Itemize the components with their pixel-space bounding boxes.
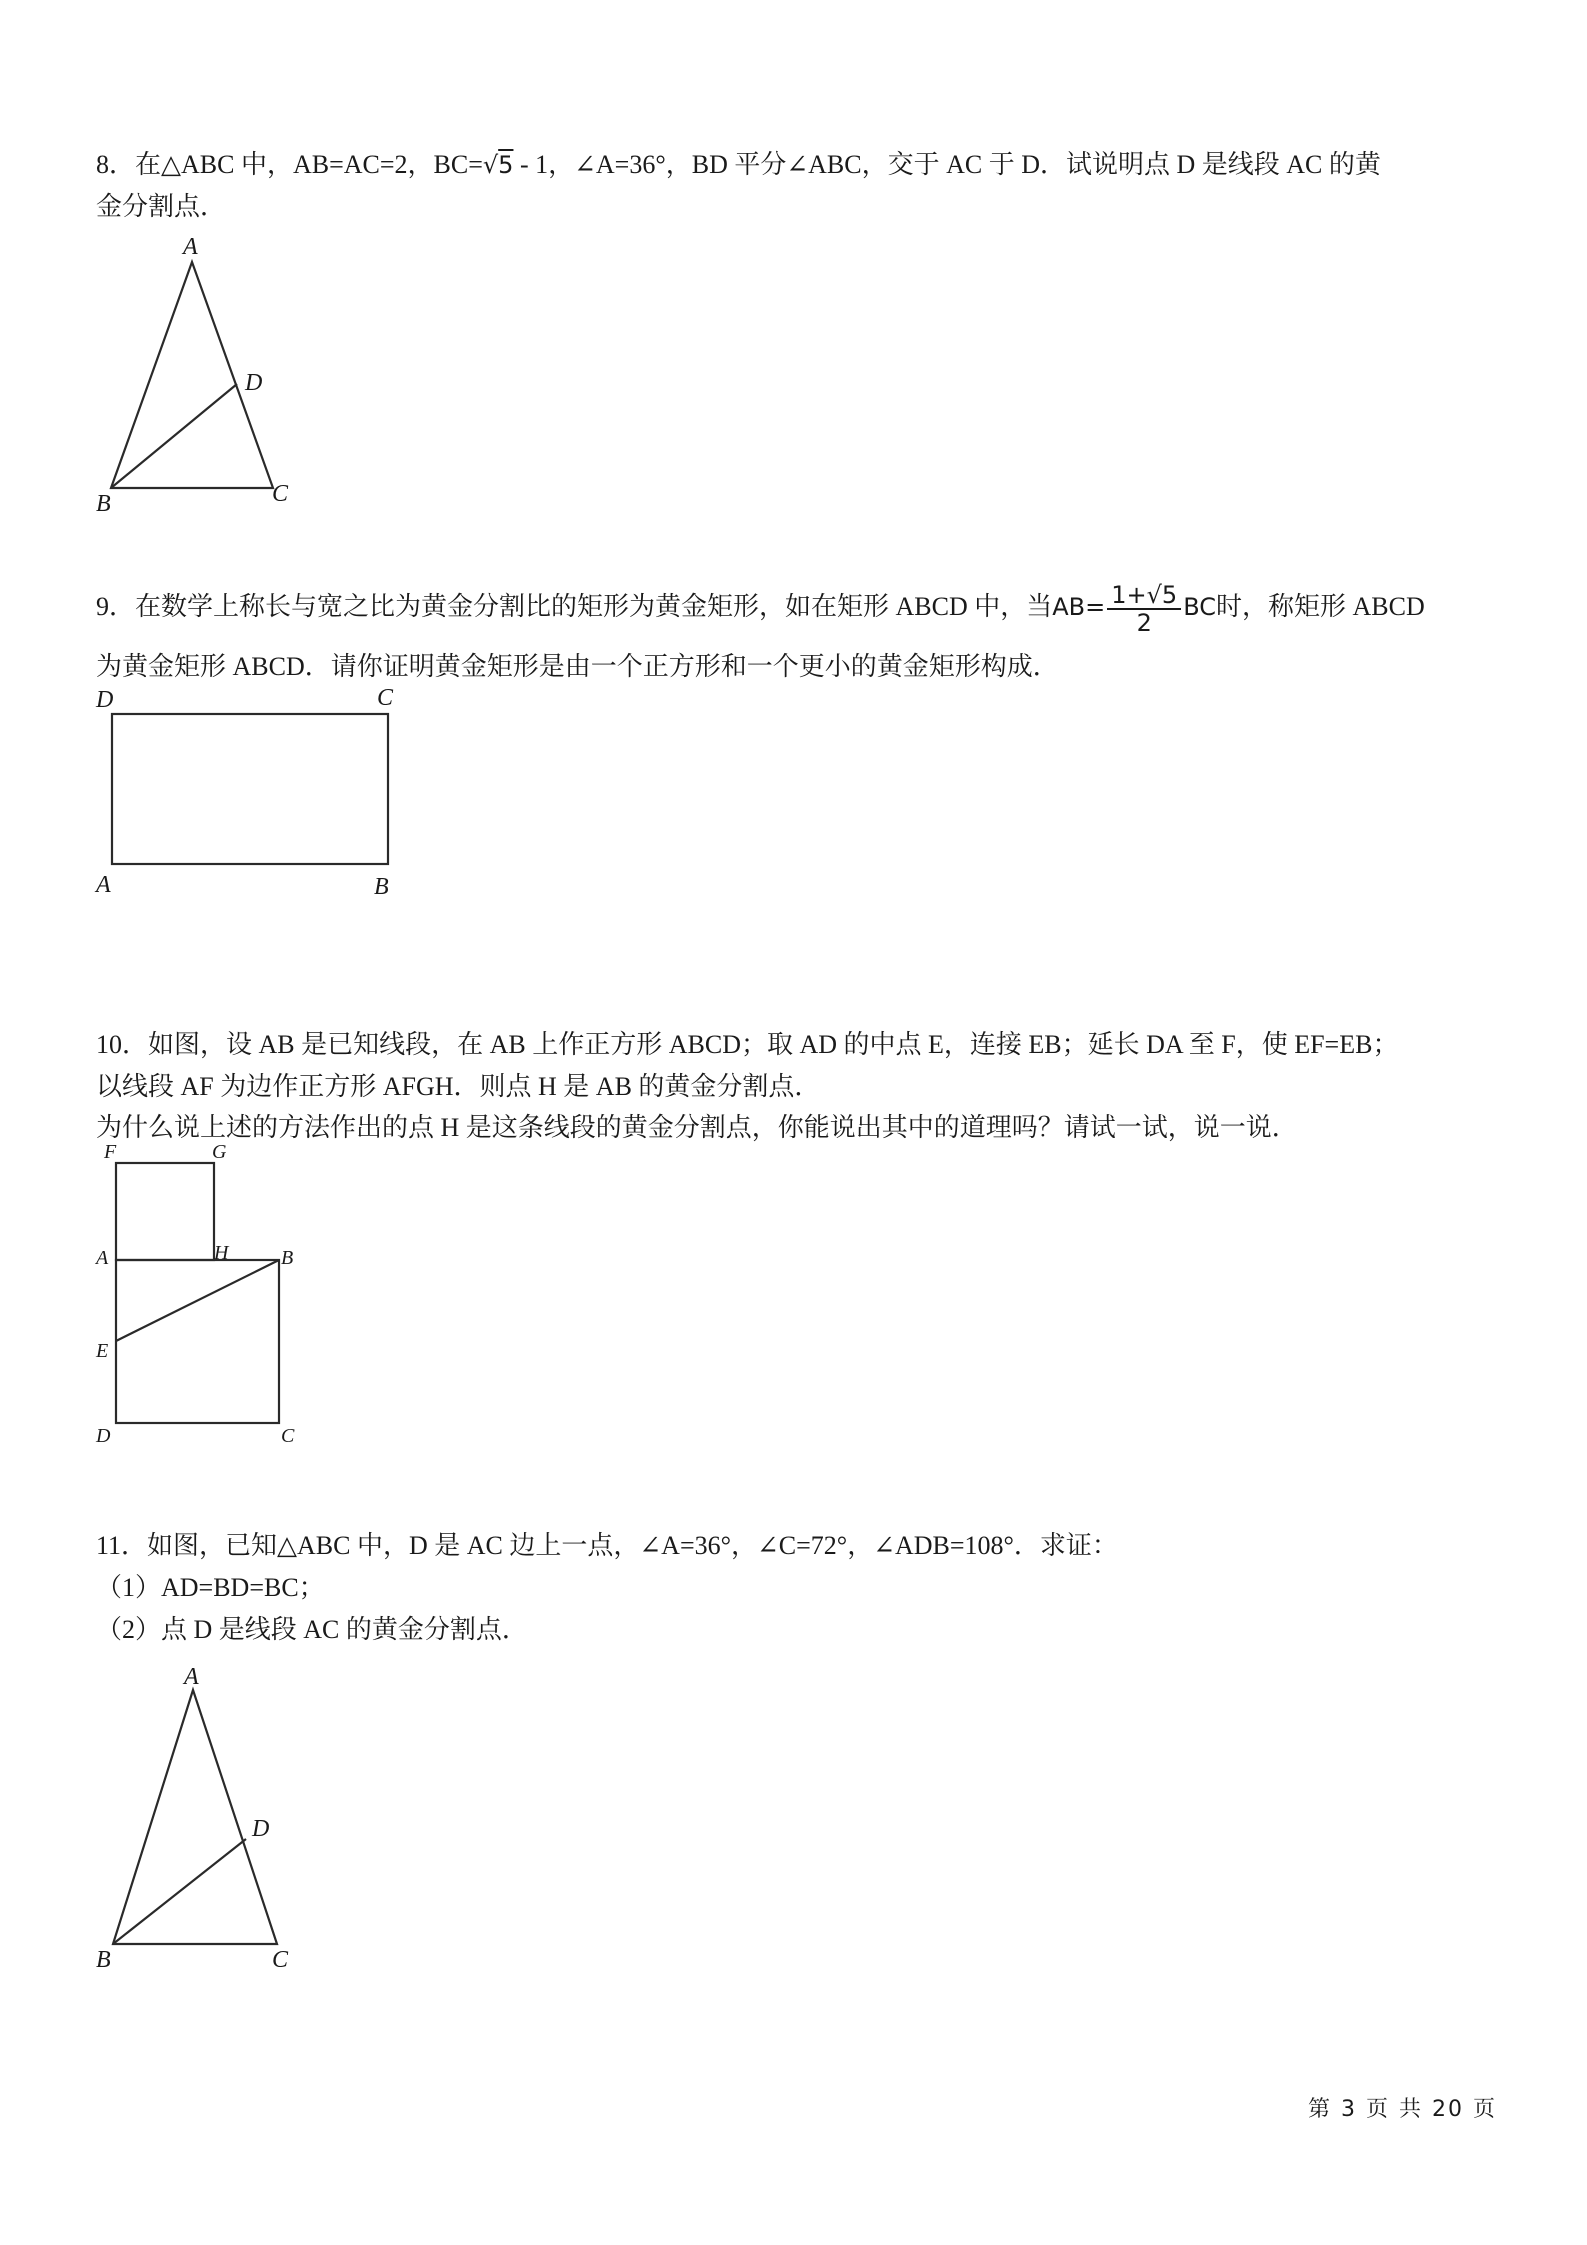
q8-label-d: D <box>245 370 263 396</box>
q9-fraction-denominator: 2 <box>1136 609 1152 638</box>
q9-label-c: C <box>377 685 394 711</box>
q9-fraction <box>1107 582 1181 636</box>
q10-line2: 以线段 AF 为边作正方形 AFGH．则点 H 是 AB 的黄金分割点． <box>96 1072 821 1101</box>
q9-label-d: D <box>96 687 114 713</box>
q8-label-c: C <box>272 481 289 507</box>
q10-label-c: C <box>281 1425 295 1447</box>
q10-square-afgh <box>116 1163 214 1260</box>
q10-line3: 为什么说上述的方法作出的点 H 是这条线段的黄金分割点，你能说出其中的道理吗？请试一试，说一说． <box>96 1113 1298 1142</box>
q9-label-b: B <box>374 874 389 900</box>
q8-sqrt-radicand: 5 <box>498 151 514 179</box>
q11-label-d: D <box>252 1816 270 1842</box>
q9-line1 <box>96 582 1506 636</box>
q8-text-b: - 1，∠A=36°，BD 平分∠ABC，交于 AC 于 D．试说明点 D 是线段 AC 的黄 <box>513 150 1381 179</box>
q8-label-a: A <box>183 234 198 260</box>
q8-sqrt-sign: √ <box>482 151 499 179</box>
q10-label-e: E <box>96 1340 109 1362</box>
q9-text-b: 时，称矩形 ABCD <box>1216 592 1425 621</box>
q10-label-a: A <box>96 1247 109 1269</box>
q10-square-abcd <box>116 1260 279 1423</box>
q9-rectangle-abcd <box>112 714 388 864</box>
q11-line2: （1）AD=BD=BC； <box>96 1573 325 1602</box>
q9-ab: AB= <box>1052 593 1106 621</box>
q10-segment-eb <box>116 1260 279 1341</box>
q10-label-d: D <box>96 1425 111 1447</box>
q10-label-h: H <box>214 1242 229 1264</box>
q8-text-a: 8．在△ABC 中，AB=AC=2，BC= <box>96 150 483 179</box>
q8-label-b: B <box>96 491 111 517</box>
q9-line2: 为黄金矩形 ABCD．请你证明黄金矩形是由一个正方形和一个更小的黄金矩形构成． <box>96 652 1059 681</box>
q11-label-b: B <box>96 1947 111 1973</box>
q10-label-b: B <box>281 1247 294 1269</box>
q11-line3: （2）点 D 是线段 AC 的黄金分割点． <box>96 1615 528 1644</box>
q10-label-f: F <box>104 1141 117 1163</box>
q9-label-a: A <box>96 872 111 898</box>
q11-line1: 11．如图，已知△ABC 中，D 是 AC 边上一点，∠A=36°，∠C=72°，∠ADB=108°．求证： <box>96 1531 1118 1560</box>
q11-segment-bd <box>113 1839 246 1944</box>
q10-line1: 10．如图，设 AB 是已知线段，在 AB 上作正方形 ABCD；取 AD 的中点 E，连接 EB；延长 DA 至 F，使 EF=EB； <box>96 1030 1399 1059</box>
q8-line2: 金分割点． <box>96 192 227 221</box>
q9-bc: BC <box>1183 593 1217 621</box>
q9-fraction-numerator: 1+√5 <box>1107 582 1181 610</box>
page-footer: 第 3 页 共 20 页 <box>1308 2097 1497 2122</box>
q11-label-c: C <box>272 1947 289 1973</box>
q10-label-g: G <box>212 1141 227 1163</box>
q11-label-a: A <box>184 1664 199 1690</box>
q9-text-a: 9．在数学上称长与宽之比为黄金分割比的矩形为黄金矩形，如在矩形 ABCD 中，当 <box>96 592 1053 621</box>
